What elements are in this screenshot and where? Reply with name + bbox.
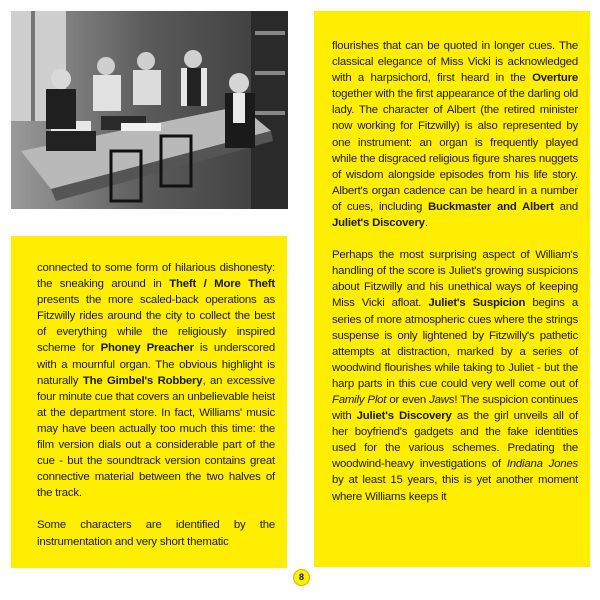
italic-film-title: Family Plot bbox=[332, 393, 387, 406]
text-panel-left bbox=[11, 236, 287, 568]
paragraph: connected to some form of hilarious dishonesty: the sneaking around in Theft / More Theft presents the more scaled-back operations as Fitzwilly rides around the city to collect the best of everything while the religiously inspired scheme for Phoney Preacher is underscored with a mournful organ. The obvious highlight is naturally The Gimbel's Robbery, an excessive four minute cue that covers an unbelievable heist at the department store. In fact, Williams' music may have been actually too much this time: the film version dials out a considerable part of the cue - but the soundtrack version contains great connective material between the two halves of the track. bbox=[37, 262, 275, 500]
text-panel-right bbox=[314, 11, 590, 567]
bold-cue-title: Juliet's Discovery bbox=[356, 410, 452, 423]
paragraph: Some characters are identified by the instrumentation and very short thematic bbox=[37, 519, 275, 548]
paragraph: flourishes that can be quoted in longer cues. The classical elegance of Miss Vicki is acknowledged with a harpsichord, first heard in the Overture together with the first appearance of the darling old lady. The character of Albert (the retired minister now working for Fitzwilly) is also represented by one instrument: an organ is frequently played while the disgraced religious figure shares nuggets of wisdom alongside episodes from his life story. Albert's organ cadence can be heard in a number of cues, including Buckmaster and Albert and Juliet's Discovery. bbox=[332, 40, 578, 230]
bold-cue-title: Juliet's Discovery bbox=[332, 217, 425, 230]
bold-cue-title: Juliet's Suspicion bbox=[428, 297, 526, 310]
italic-film-title: Jaws bbox=[429, 393, 455, 406]
bold-cue-title: Phoney Preacher bbox=[100, 342, 194, 355]
bold-cue-title: The Gimbel's Robbery bbox=[82, 374, 203, 387]
page-number: 8 bbox=[293, 569, 310, 586]
film-still-photo bbox=[11, 11, 288, 209]
paragraph: Perhaps the most surprising aspect of William's handling of the score is Juliet's growing suspicions about Fitzwilly and his unethical ways of keeping Miss Vicki afloat. Juliet's Suspicion begins a series of more atmospheric cues where the strings suspense is only lightened by Fitzwilly's pathetic attempts at distraction, marked by a series of woodwind flourishes while taking to Juliet - but the harp parts in this cue could very well come out of Family Plot or even Jaws! The suspicion continues with Juliet's Discovery as the girl unveils all of her boyfriend's gadgets and the fake identities used for the various schemes. Predating the woodwind-heavy investigations of Indiana Jones by at least 15 years, this is yet another moment where Williams keeps it bbox=[332, 249, 579, 503]
bold-cue-title: Overture bbox=[532, 72, 578, 85]
italic-film-title: Indiana Jones bbox=[506, 458, 578, 471]
bold-cue-title: Theft / More Theft bbox=[169, 278, 275, 291]
bold-cue-title: Buckmaster and Albert bbox=[427, 200, 554, 213]
